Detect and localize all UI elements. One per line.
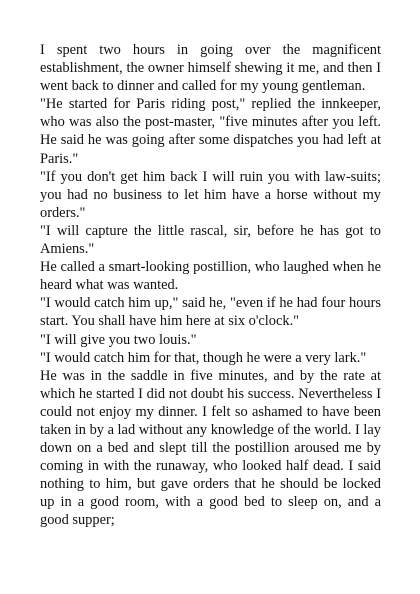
paragraph: He called a smart-looking postillion, who laughed when he heard what was wanted.: [40, 259, 381, 294]
paragraph: "If you don't get him back I will ruin you with law-suits; you had no business to let him have a horse without my orders.": [40, 168, 381, 221]
paragraph: "I would catch him up," said he, "even if he had four hours start. You shall have him here at six o'clock.": [40, 295, 381, 330]
paragraph: "I will capture the little rascal, sir, before he has got to Amiens.": [40, 222, 381, 258]
paragraph: "I would catch him for that, though he were a very lark.": [40, 349, 367, 366]
page-text: [40, 41, 381, 530]
paragraph: I spent two hours in going over the magnificent establishment, the owner himself shewing it me, and then I went back to dinner and called for my young gentleman.: [40, 42, 381, 95]
paragraph: "I will give you two louis.": [40, 331, 197, 348]
paragraph: "He started for Paris riding post," replied the innkeeper, who was also the post-master, "five minutes after you left. He said he was going after some dispatches you had left at Paris.": [40, 96, 381, 167]
paragraph: He was in the saddle in five minutes, and by the rate at which he started I did not doubt his success. Nevertheless I could not enjoy my dinner. I felt so ashamed to have been taken in by a lad without any knowledge of the world. I lay down on a bed and slept till the postillion aroused me by coming in with the runaway, who looked half dead. I said nothing to him, but gave orders that he should be locked up in a good room, with a good bed to sleep on, and a good supper;: [40, 367, 381, 529]
